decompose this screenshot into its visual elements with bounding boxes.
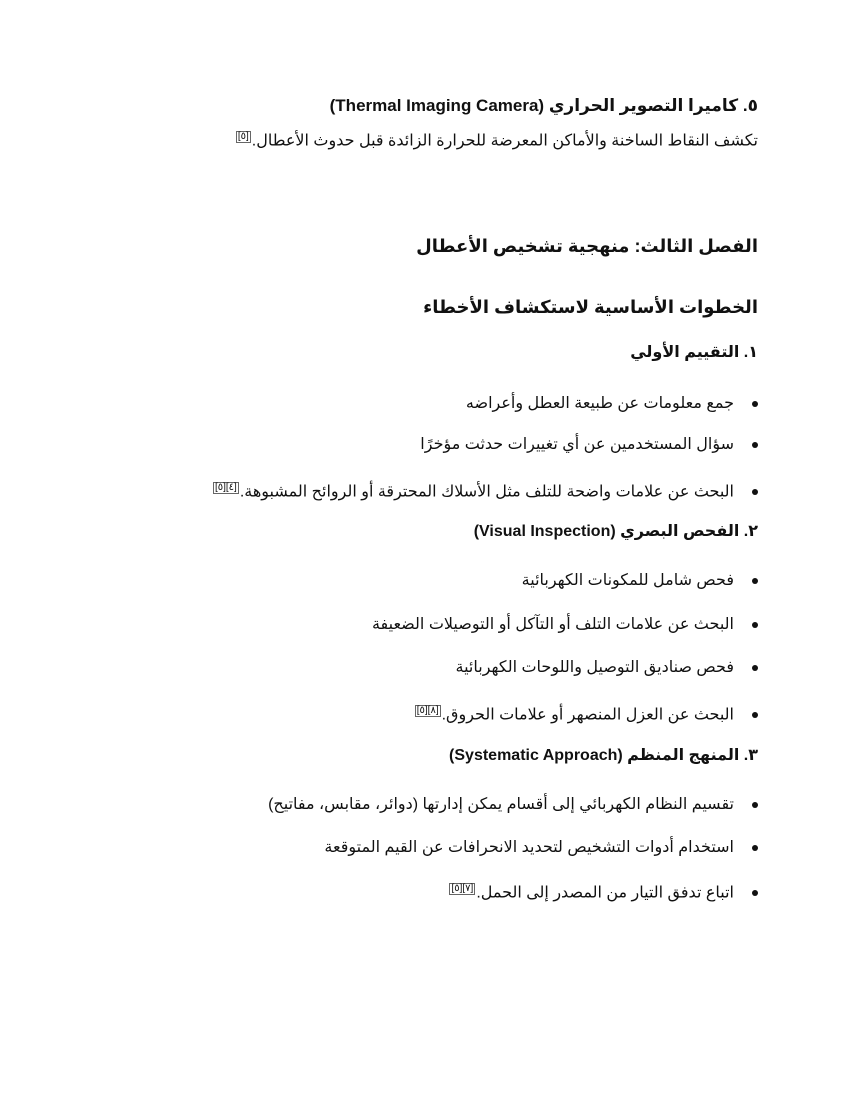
list-item (40, 396, 758, 412)
bullet-icon (752, 578, 758, 584)
list-item-text: جمع معلومات عن طبيعة العطل وأعراضه (465, 395, 734, 412)
list-item (40, 797, 758, 813)
bullet-icon (752, 665, 758, 671)
bullet-icon (752, 622, 758, 628)
list-item-text: البحث عن علامات واضحة للتلف مثل الأسلاك المحترقة أو الروائح المشبوهة. (239, 483, 734, 501)
bullet-icon (752, 890, 758, 896)
bullet-icon (752, 802, 758, 808)
list-item-text: اتباع تدفق التيار من المصدر إلى الحمل. (476, 884, 734, 902)
list-item (40, 840, 758, 856)
bullet-icon (752, 401, 758, 407)
list-item (40, 482, 758, 500)
list-item-text: البحث عن العزل المنصهر أو علامات الحروق. (441, 706, 734, 724)
bullet-icon (752, 845, 758, 851)
list-item (40, 617, 758, 633)
bullet-icon (752, 712, 758, 718)
citation-link[interactable]: [٧][٥] (451, 883, 474, 894)
step-heading-english: (Visual Inspection) (473, 523, 616, 540)
section-heading-english: (Thermal Imaging Camera) (329, 96, 545, 115)
list-item-text: تقسيم النظام الكهربائي إلى أقسام يمكن إدارتها (دوائر، مقابس، مفاتيح) (268, 796, 734, 813)
paragraph-thermal-camera (40, 131, 758, 149)
list-item-text: فحص شامل للمكونات الكهربائية (521, 572, 734, 589)
step-heading-initial-assessment: ١. التقييم الأولي (630, 344, 758, 361)
step-heading-english: (Systematic Approach) (449, 747, 623, 764)
section-heading-thermal-camera (40, 97, 758, 114)
citation-link[interactable]: [٥] (237, 131, 249, 142)
list-item (40, 883, 758, 901)
list-item (40, 660, 758, 676)
step-heading-arabic: ٢. الفحص البصري (620, 523, 758, 540)
list-item (40, 437, 758, 453)
paragraph-text: تكشف النقاط الساخنة والأماكن المعرضة للحرارة الزائدة قبل حدوث الأعطال. (251, 132, 758, 150)
list-item-text: البحث عن علامات التلف أو التآكل أو التوصيلات الضعيفة (371, 616, 734, 633)
section-heading-troubleshooting-steps: الخطوات الأساسية لاستكشاف الأخطاء (423, 297, 758, 317)
chapter-title: الفصل الثالث: منهجية تشخيص الأعطال (416, 236, 758, 256)
bullet-icon (752, 489, 758, 495)
section-heading-arabic: ٥. كاميرا التصوير الحراري (548, 96, 758, 115)
step-heading-arabic: ٣. المنهج المنظم (627, 747, 758, 764)
list-item-text: سؤال المستخدمين عن أي تغييرات حدثت مؤخرًا (420, 436, 734, 453)
citation-link[interactable]: [٨][٥] (416, 705, 439, 716)
citation-link[interactable]: [٤][٥] (214, 482, 237, 493)
list-item-text: فحص صناديق التوصيل واللوحات الكهربائية (455, 659, 734, 676)
step-heading-visual-inspection (40, 524, 758, 540)
bullet-icon (752, 442, 758, 448)
list-item-text: استخدام أدوات التشخيص لتحديد الانحرافات عن القيم المتوقعة (324, 839, 734, 856)
list-item (40, 705, 758, 723)
step-heading-systematic-approach (40, 748, 758, 764)
list-item (40, 573, 758, 589)
